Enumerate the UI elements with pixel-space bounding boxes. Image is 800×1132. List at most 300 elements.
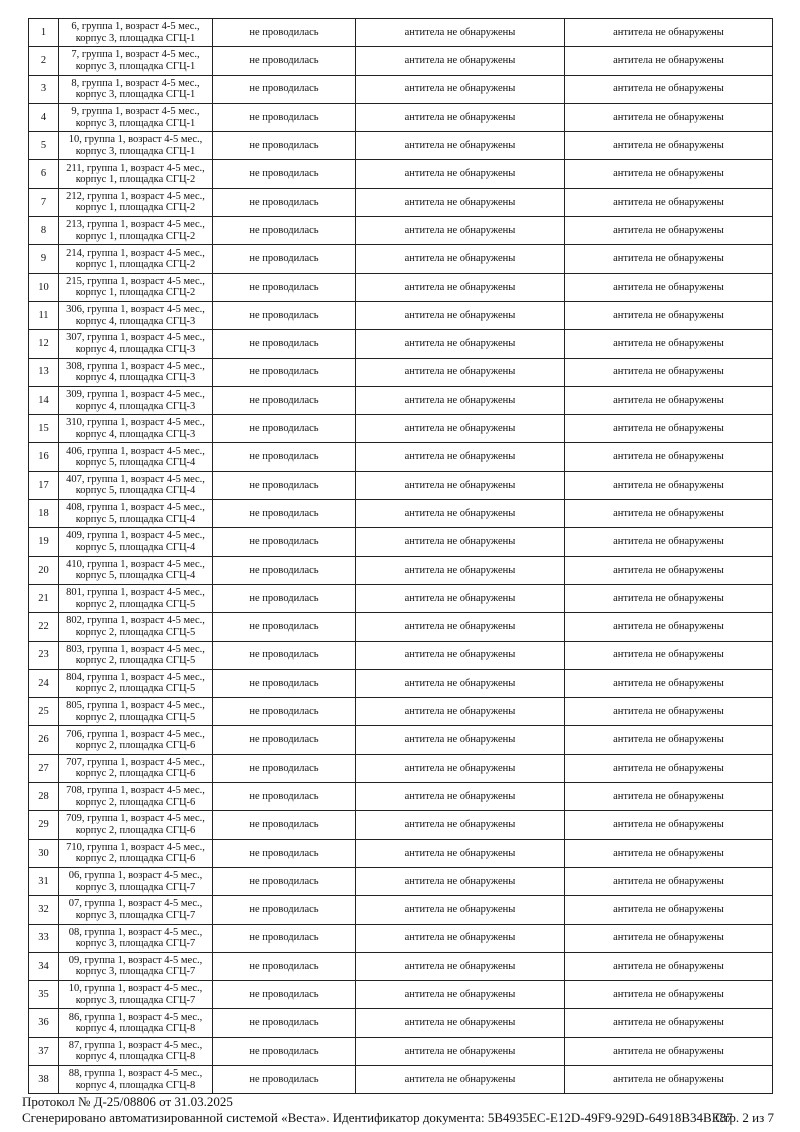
result-cell-3: антитела не обнаружены [565, 273, 773, 301]
sample-line-2: корпус 2, площадка СГЦ-6 [75, 740, 196, 752]
sample-description [59, 896, 213, 924]
table-row [29, 443, 773, 471]
result-cell-1: не проводилась [213, 330, 356, 358]
result-cell-2: антитела не обнаружены [356, 981, 565, 1009]
sample-line-2: корпус 2, площадка СГЦ-5 [75, 598, 196, 610]
row-number: 3 [29, 75, 59, 103]
row-number: 24 [29, 669, 59, 697]
row-number: 37 [29, 1037, 59, 1065]
sample-description [59, 245, 213, 273]
sample-line-2: корпус 4, площадка СГЦ-8 [75, 1023, 196, 1035]
result-cell-2: антитела не обнаружены [356, 217, 565, 245]
result-cell-2: антитела не обнаружены [356, 1037, 565, 1065]
sample-line-1: 8, группа 1, возраст 4-5 мес., [71, 77, 200, 89]
result-cell-2: антитела не обнаружены [356, 160, 565, 188]
sample-line-1: 88, группа 1, возраст 4-5 мес., [68, 1068, 203, 1080]
result-cell-1: не проводилась [213, 1037, 356, 1065]
result-cell-2: антитела не обнаружены [356, 584, 565, 612]
sample-line-1: 7, группа 1, возраст 4-5 мес., [71, 49, 200, 61]
result-cell-2: антитела не обнаружены [356, 641, 565, 669]
result-cell-3: антитела не обнаружены [565, 1009, 773, 1037]
sample-description [59, 471, 213, 499]
protocol-number: Протокол № Д-25/08806 от 31.03.2025 [22, 1094, 233, 1109]
result-cell-1: не проводилась [213, 669, 356, 697]
result-cell-1: не проводилась [213, 443, 356, 471]
sample-description [59, 358, 213, 386]
table-row [29, 160, 773, 188]
sample-line-1: 08, группа 1, возраст 4-5 мес., [68, 926, 203, 938]
result-cell-1: не проводилась [213, 584, 356, 612]
sample-line-2: корпус 2, площадка СГЦ-5 [75, 683, 196, 695]
sample-description [59, 19, 213, 47]
sample-description [59, 867, 213, 895]
result-cell-2: антитела не обнаружены [356, 1065, 565, 1093]
sample-description [59, 952, 213, 980]
result-cell-1: не проводилась [213, 358, 356, 386]
result-cell-3: антитела не обнаружены [565, 924, 773, 952]
result-cell-1: не проводилась [213, 188, 356, 216]
result-cell-1: не проводилась [213, 500, 356, 528]
row-number: 30 [29, 839, 59, 867]
sample-description [59, 698, 213, 726]
row-number: 10 [29, 273, 59, 301]
sample-description [59, 188, 213, 216]
result-cell-2: антитела не обнаружены [356, 188, 565, 216]
sample-description [59, 415, 213, 443]
result-cell-1: не проводилась [213, 556, 356, 584]
table-row [29, 358, 773, 386]
sample-line-1: 406, группа 1, возраст 4-5 мес., [66, 445, 205, 457]
result-cell-3: антитела не обнаружены [565, 386, 773, 414]
result-cell-2: антитела не обнаружены [356, 783, 565, 811]
row-number: 28 [29, 783, 59, 811]
sample-line-2: корпус 2, площадка СГЦ-6 [75, 853, 196, 865]
result-cell-2: антитела не обнаружены [356, 19, 565, 47]
table-row [29, 669, 773, 697]
result-cell-2: антитела не обнаружены [356, 613, 565, 641]
result-cell-2: антитела не обнаружены [356, 471, 565, 499]
row-number: 25 [29, 698, 59, 726]
table-row [29, 19, 773, 47]
row-number: 2 [29, 47, 59, 75]
sample-description [59, 556, 213, 584]
table-row [29, 1009, 773, 1037]
sample-line-2: корпус 4, площадка СГЦ-3 [75, 315, 196, 327]
result-cell-3: антитела не обнаружены [565, 613, 773, 641]
row-number: 22 [29, 613, 59, 641]
sample-line-1: 07, группа 1, возраст 4-5 мес., [68, 898, 203, 910]
sample-description [59, 301, 213, 329]
result-cell-2: антитела не обнаружены [356, 867, 565, 895]
result-cell-3: антитела не обнаружены [565, 358, 773, 386]
results-table-body [29, 19, 773, 1094]
result-cell-1: не проводилась [213, 245, 356, 273]
result-cell-2: антитела не обнаружены [356, 75, 565, 103]
result-cell-3: антитела не обнаружены [565, 500, 773, 528]
sample-line-2: корпус 5, площадка СГЦ-4 [75, 541, 196, 553]
result-cell-1: не проводилась [213, 1065, 356, 1093]
result-cell-1: не проводилась [213, 217, 356, 245]
sample-line-2: корпус 3, площадка СГЦ-1 [75, 32, 196, 44]
sample-line-1: 801, группа 1, возраст 4-5 мес., [66, 587, 205, 599]
sample-description [59, 754, 213, 782]
table-row [29, 330, 773, 358]
result-cell-2: антитела не обнаружены [356, 47, 565, 75]
sample-line-1: 215, группа 1, возраст 4-5 мес., [66, 275, 205, 287]
result-cell-2: антитела не обнаружены [356, 1009, 565, 1037]
sample-description [59, 273, 213, 301]
sample-description [59, 386, 213, 414]
sample-line-1: 802, группа 1, возраст 4-5 мес., [66, 615, 205, 627]
result-cell-2: антитела не обнаружены [356, 415, 565, 443]
row-number: 20 [29, 556, 59, 584]
sample-line-1: 708, группа 1, возраст 4-5 мес., [66, 785, 205, 797]
sample-line-1: 710, группа 1, возраст 4-5 мес., [66, 841, 205, 853]
result-cell-1: не проводилась [213, 528, 356, 556]
sample-line-1: 6, группа 1, возраст 4-5 мес., [71, 21, 200, 33]
sample-description [59, 924, 213, 952]
result-cell-3: антитела не обнаружены [565, 19, 773, 47]
result-cell-1: не проводилась [213, 867, 356, 895]
result-cell-1: не проводилась [213, 47, 356, 75]
result-cell-1: не проводилась [213, 896, 356, 924]
row-number: 8 [29, 217, 59, 245]
table-row [29, 952, 773, 980]
result-cell-1: не проводилась [213, 1009, 356, 1037]
result-cell-1: не проводилась [213, 726, 356, 754]
table-row [29, 301, 773, 329]
sample-line-2: корпус 3, площадка СГЦ-1 [75, 60, 196, 72]
result-cell-3: антитела не обнаружены [565, 471, 773, 499]
row-number: 34 [29, 952, 59, 980]
row-number: 5 [29, 132, 59, 160]
result-cell-1: не проводилась [213, 301, 356, 329]
result-cell-1: не проводилась [213, 754, 356, 782]
sample-line-1: 10, группа 1, возраст 4-5 мес., [68, 983, 203, 995]
result-cell-2: антитела не обнаружены [356, 330, 565, 358]
result-cell-1: не проводилась [213, 981, 356, 1009]
row-number: 4 [29, 103, 59, 131]
result-cell-2: антитела не обнаружены [356, 811, 565, 839]
result-cell-3: антитела не обнаружены [565, 867, 773, 895]
result-cell-1: не проводилась [213, 160, 356, 188]
sample-line-1: 10, группа 1, возраст 4-5 мес., [68, 134, 203, 146]
result-cell-3: антитела не обнаружены [565, 641, 773, 669]
sample-line-1: 804, группа 1, возраст 4-5 мес., [66, 671, 205, 683]
result-cell-2: антитела не обнаружены [356, 896, 565, 924]
sample-line-1: 306, группа 1, возраст 4-5 мес., [66, 304, 205, 316]
row-number: 17 [29, 471, 59, 499]
sample-line-2: корпус 3, площадка СГЦ-7 [75, 966, 196, 978]
sample-line-2: корпус 4, площадка СГЦ-8 [75, 1079, 196, 1091]
result-cell-2: антитела не обнаружены [356, 556, 565, 584]
result-cell-3: антитела не обнаружены [565, 188, 773, 216]
sample-description [59, 1009, 213, 1037]
row-number: 27 [29, 754, 59, 782]
table-row [29, 896, 773, 924]
sample-line-1: 309, группа 1, возраст 4-5 мес., [66, 389, 205, 400]
row-number: 38 [29, 1065, 59, 1093]
table-row [29, 47, 773, 75]
result-cell-1: не проводилась [213, 273, 356, 301]
sample-line-1: 407, группа 1, возраст 4-5 мес., [66, 473, 205, 485]
result-cell-3: антитела не обнаружены [565, 754, 773, 782]
table-row [29, 754, 773, 782]
sample-description [59, 160, 213, 188]
sample-line-2: корпус 2, площадка СГЦ-5 [75, 711, 196, 723]
sample-description [59, 811, 213, 839]
result-cell-3: антитела не обнаружены [565, 1065, 773, 1093]
result-cell-3: антитела не обнаружены [565, 981, 773, 1009]
table-row [29, 584, 773, 612]
row-number: 12 [29, 330, 59, 358]
sample-line-1: 09, группа 1, возраст 4-5 мес., [68, 954, 203, 966]
table-row [29, 132, 773, 160]
sample-description [59, 103, 213, 131]
row-number: 23 [29, 641, 59, 669]
result-cell-3: антитела не обнаружены [565, 103, 773, 131]
table-row [29, 188, 773, 216]
result-cell-2: антитела не обнаружены [356, 245, 565, 273]
result-cell-3: антитела не обнаружены [565, 811, 773, 839]
result-cell-3: антитела не обнаружены [565, 443, 773, 471]
table-row [29, 217, 773, 245]
result-cell-2: антитела не обнаружены [356, 528, 565, 556]
page-number: Стр. 2 из 7 [715, 1110, 774, 1125]
sample-line-2: корпус 3, площадка СГЦ-7 [75, 881, 196, 893]
result-cell-1: не проводилась [213, 103, 356, 131]
result-cell-2: антитела не обнаружены [356, 726, 565, 754]
sample-description [59, 783, 213, 811]
result-cell-1: не проводилась [213, 783, 356, 811]
sample-line-2: корпус 4, площадка СГЦ-3 [75, 400, 196, 412]
result-cell-1: не проводилась [213, 924, 356, 952]
table-row [29, 415, 773, 443]
sample-line-1: 214, группа 1, возраст 4-5 мес., [66, 247, 205, 259]
result-cell-2: антитела не обнаружены [356, 839, 565, 867]
sample-line-2: корпус 5, площадка СГЦ-4 [75, 570, 196, 582]
result-cell-2: антитела не обнаружены [356, 698, 565, 726]
sample-line-2: корпус 2, площадка СГЦ-6 [75, 824, 196, 836]
sample-line-1: 212, группа 1, возраст 4-5 мес., [66, 190, 205, 202]
table-row [29, 528, 773, 556]
result-cell-1: не проводилась [213, 839, 356, 867]
table-row [29, 500, 773, 528]
sample-description [59, 981, 213, 1009]
sample-line-2: корпус 2, площадка СГЦ-5 [75, 626, 196, 638]
row-number: 11 [29, 301, 59, 329]
sample-line-1: 706, группа 1, возраст 4-5 мес., [66, 728, 205, 740]
result-cell-3: антитела не обнаружены [565, 415, 773, 443]
document-identifier: Сгенерировано автоматизированной системой «Веста». Идентификатор документа: 5B4935EC-E12D-49F9-929D-64918B34BE87 [22, 1110, 733, 1125]
result-cell-2: антитела не обнаружены [356, 132, 565, 160]
row-number: 6 [29, 160, 59, 188]
sample-description [59, 726, 213, 754]
sample-description [59, 217, 213, 245]
table-row [29, 471, 773, 499]
sample-line-1: 410, группа 1, возраст 4-5 мес., [66, 558, 205, 570]
table-row [29, 1065, 773, 1093]
result-cell-1: не проводилась [213, 613, 356, 641]
table-row [29, 273, 773, 301]
sample-description [59, 1037, 213, 1065]
result-cell-1: не проводилась [213, 75, 356, 103]
sample-line-2: корпус 3, площадка СГЦ-1 [75, 145, 196, 157]
row-number: 15 [29, 415, 59, 443]
sample-line-2: корпус 2, площадка СГЦ-5 [75, 655, 196, 667]
row-number: 19 [29, 528, 59, 556]
table-row [29, 245, 773, 273]
sample-line-1: 408, группа 1, возраст 4-5 мес., [66, 502, 205, 514]
sample-line-2: корпус 2, площадка СГЦ-6 [75, 768, 196, 780]
table-row [29, 1037, 773, 1065]
result-cell-2: антитела не обнаружены [356, 386, 565, 414]
sample-line-1: 211, группа 1, возраст 4-5 мес., [66, 162, 205, 174]
result-cell-3: антитела не обнаружены [565, 217, 773, 245]
result-cell-2: антитела не обнаружены [356, 443, 565, 471]
table-row [29, 613, 773, 641]
sample-line-2: корпус 5, площадка СГЦ-4 [75, 513, 196, 525]
table-row [29, 811, 773, 839]
sample-description [59, 584, 213, 612]
sample-description [59, 669, 213, 697]
result-cell-3: антитела не обнаружены [565, 896, 773, 924]
sample-line-2: корпус 1, площадка СГЦ-2 [75, 259, 196, 271]
result-cell-2: антитела не обнаружены [356, 273, 565, 301]
table-row [29, 103, 773, 131]
result-cell-3: антитела не обнаружены [565, 1037, 773, 1065]
table-row [29, 726, 773, 754]
result-cell-1: не проводилась [213, 415, 356, 443]
result-cell-2: антитела не обнаружены [356, 669, 565, 697]
sample-description [59, 528, 213, 556]
sample-line-1: 308, группа 1, возраст 4-5 мес., [66, 360, 205, 372]
sample-description [59, 443, 213, 471]
result-cell-3: антитела не обнаружены [565, 783, 773, 811]
row-number: 21 [29, 584, 59, 612]
table-row [29, 75, 773, 103]
sample-description [59, 1065, 213, 1093]
sample-line-1: 709, группа 1, возраст 4-5 мес., [66, 813, 205, 825]
results-table [28, 18, 773, 1094]
table-row [29, 641, 773, 669]
row-number: 35 [29, 981, 59, 1009]
result-cell-3: антитела не обнаружены [565, 47, 773, 75]
result-cell-2: антитела не обнаружены [356, 103, 565, 131]
table-row [29, 698, 773, 726]
result-cell-2: антитела не обнаружены [356, 924, 565, 952]
sample-line-2: корпус 4, площадка СГЦ-3 [75, 343, 196, 355]
sample-line-2: корпус 3, площадка СГЦ-7 [75, 938, 196, 950]
result-cell-3: антитела не обнаружены [565, 245, 773, 273]
result-cell-3: антитела не обнаружены [565, 301, 773, 329]
row-number: 26 [29, 726, 59, 754]
sample-description [59, 75, 213, 103]
sample-description [59, 641, 213, 669]
row-number: 18 [29, 500, 59, 528]
sample-line-1: 87, группа 1, возраст 4-5 мес., [68, 1039, 203, 1051]
result-cell-1: не проводилась [213, 698, 356, 726]
table-row [29, 386, 773, 414]
sample-line-1: 213, группа 1, возраст 4-5 мес., [66, 219, 205, 231]
table-row [29, 867, 773, 895]
result-cell-2: антитела не обнаружены [356, 952, 565, 980]
sample-description [59, 839, 213, 867]
sample-line-1: 06, группа 1, возраст 4-5 мес., [68, 870, 203, 882]
result-cell-1: не проводилась [213, 641, 356, 669]
result-cell-3: антитела не обнаружены [565, 160, 773, 188]
row-number: 29 [29, 811, 59, 839]
sample-line-1: 707, группа 1, возраст 4-5 мес., [66, 756, 205, 768]
result-cell-3: антитела не обнаружены [565, 952, 773, 980]
sample-description [59, 500, 213, 528]
result-cell-1: не проводилась [213, 811, 356, 839]
table-row [29, 839, 773, 867]
result-cell-3: антитела не обнаружены [565, 698, 773, 726]
sample-line-1: 307, группа 1, возраст 4-5 мес., [66, 332, 205, 344]
table-row [29, 556, 773, 584]
sample-line-2: корпус 1, площадка СГЦ-2 [75, 202, 196, 214]
table-row [29, 783, 773, 811]
result-cell-3: антитела не обнаружены [565, 330, 773, 358]
result-cell-1: не проводилась [213, 952, 356, 980]
result-cell-3: антитела не обнаружены [565, 839, 773, 867]
sample-line-1: 805, группа 1, возраст 4-5 мес., [66, 700, 205, 712]
row-number: 1 [29, 19, 59, 47]
sample-description [59, 613, 213, 641]
sample-line-2: корпус 4, площадка СГЦ-3 [75, 428, 196, 440]
sample-line-1: 803, группа 1, возраст 4-5 мес., [66, 643, 205, 655]
sample-line-2: корпус 5, площадка СГЦ-4 [75, 457, 196, 469]
sample-line-2: корпус 4, площадка СГЦ-8 [75, 1051, 196, 1063]
result-cell-3: антитела не обнаружены [565, 132, 773, 160]
table-row [29, 981, 773, 1009]
row-number: 33 [29, 924, 59, 952]
row-number: 31 [29, 867, 59, 895]
row-number: 16 [29, 443, 59, 471]
result-cell-1: не проводилась [213, 386, 356, 414]
result-cell-3: антитела не обнаружены [565, 75, 773, 103]
row-number: 13 [29, 358, 59, 386]
row-number: 14 [29, 386, 59, 414]
result-cell-2: антитела не обнаружены [356, 754, 565, 782]
result-cell-2: антитела не обнаружены [356, 358, 565, 386]
sample-description [59, 47, 213, 75]
result-cell-3: антитела не обнаружены [565, 584, 773, 612]
sample-line-1: 9, группа 1, возраст 4-5 мес., [71, 106, 200, 118]
sample-line-2: корпус 5, площадка СГЦ-4 [75, 485, 196, 497]
sample-line-2: корпус 4, площадка СГЦ-3 [75, 372, 196, 384]
sample-line-2: корпус 1, площадка СГЦ-2 [75, 287, 196, 299]
sample-line-2: корпус 1, площадка СГЦ-2 [75, 174, 196, 186]
result-cell-2: антитела не обнаружены [356, 301, 565, 329]
row-number: 7 [29, 188, 59, 216]
sample-line-2: корпус 3, площадка СГЦ-1 [75, 89, 196, 101]
sample-line-2: корпус 3, площадка СГЦ-7 [75, 909, 196, 921]
sample-line-1: 310, группа 1, возраст 4-5 мес., [66, 417, 205, 429]
result-cell-1: не проводилась [213, 19, 356, 47]
sample-line-2: корпус 2, площадка СГЦ-6 [75, 796, 196, 808]
row-number: 32 [29, 896, 59, 924]
result-cell-1: не проводилась [213, 471, 356, 499]
sample-description [59, 330, 213, 358]
result-cell-2: антитела не обнаружены [356, 500, 565, 528]
sample-line-1: 86, группа 1, возраст 4-5 мес., [68, 1011, 203, 1023]
table-row [29, 924, 773, 952]
sample-line-2: корпус 3, площадка СГЦ-7 [75, 994, 196, 1006]
result-cell-3: антитела не обнаружены [565, 726, 773, 754]
sample-line-1: 409, группа 1, возраст 4-5 мес., [66, 530, 205, 542]
